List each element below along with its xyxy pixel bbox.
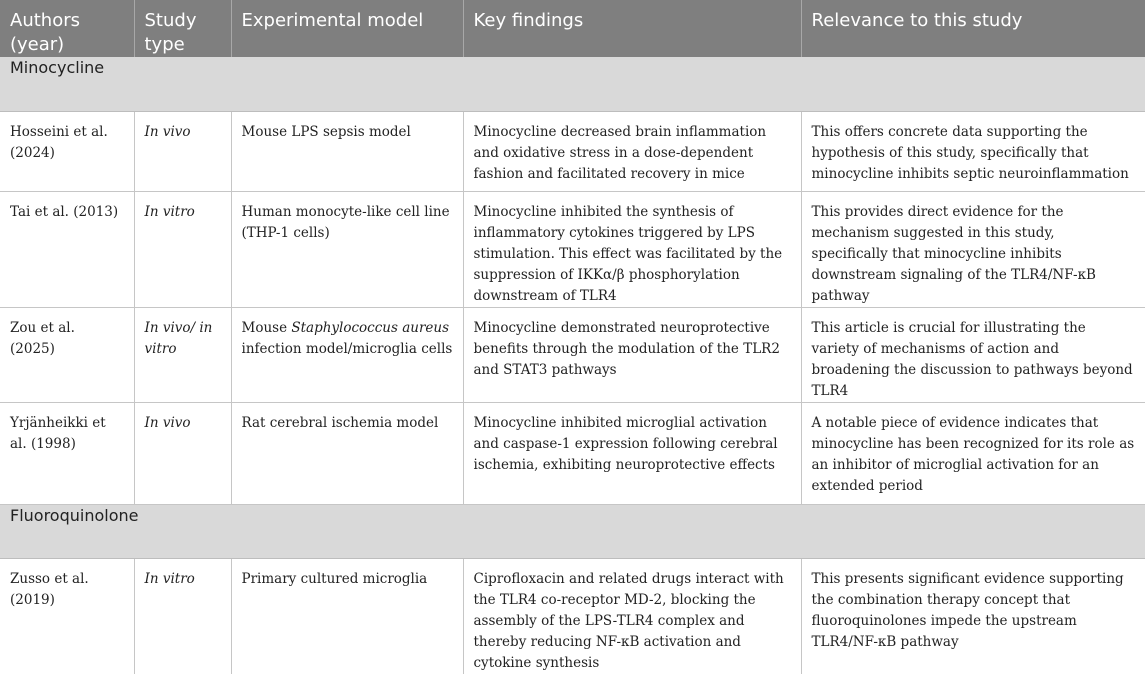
section-row-fluoroquinolone	[0, 504, 1145, 558]
cell-model: Human monocyte-like cell line (THP-1 cells)	[231, 191, 463, 307]
cell-relevance: A notable piece of evidence indicates that minocycline has been recognized for its role as an inhibitor of microglial activation for an extended period	[801, 402, 1145, 504]
cell-findings: Ciprofloxacin and related drugs interact with the TLR4 co-receptor MD-2, blocking the assembly of the LPS-TLR4 complex and thereby reducing NF-κB activation and cytokine synthesis	[463, 558, 801, 674]
cell-findings: Minocycline inhibited microglial activation and caspase-1 expression following cerebral ischemia, exhibiting neuroprotective effects	[463, 402, 801, 504]
cell-relevance: This presents significant evidence supporting the combination therapy concept that fluoroquinolones impede the upstream TLR4/NF-κB pathway	[801, 558, 1145, 674]
section-row-minocycline	[0, 57, 1145, 111]
cell-model: Primary cultured microglia	[231, 558, 463, 674]
header-study-type: Study type	[134, 0, 231, 57]
cell-findings: Minocycline inhibited the synthesis of inflammatory cytokines triggered by LPS stimulation. This effect was facilitated by the suppression of IKKα/β phosphorylation downstream of TLR4	[463, 191, 801, 307]
table-row	[0, 307, 1145, 402]
cell-model: Mouse LPS sepsis model	[231, 111, 463, 191]
cell-relevance: This provides direct evidence for the mechanism suggested in this study, specifically that minocycline inhibits downstream signaling of the TLR4/NF-κB pathway	[801, 191, 1145, 307]
cell-study-type: In vivo/ in vitro	[134, 307, 231, 402]
cell-study-type: In vitro	[134, 558, 231, 674]
table-row	[0, 111, 1145, 191]
header-key-findings: Key findings	[463, 0, 801, 57]
table-row	[0, 402, 1145, 504]
header-authors: Authors (year)	[0, 0, 134, 57]
model-suffix: infection model/microglia cells	[241, 340, 453, 357]
cell-authors: Zou et al. (2025)	[0, 307, 134, 402]
table-row	[0, 558, 1145, 674]
cell-relevance: This article is crucial for illustrating the variety of mechanisms of action and broadening the discussion to pathways beyond TLR4	[801, 307, 1145, 402]
cell-findings: Minocycline decreased brain inflammation and oxidative stress in a dose-dependent fashion and facilitated recovery in mice	[463, 111, 801, 191]
cell-authors: Zusso et al. (2019)	[10, 570, 89, 608]
cell-study-type: In vivo	[134, 111, 231, 191]
header-experimental-model: Experimental model	[231, 0, 463, 57]
model-species: Staphylococcus aureus	[291, 319, 450, 336]
cell-relevance: This offers concrete data supporting the hypothesis of this study, specifically that minocycline inhibits septic neuroinflammation	[801, 111, 1145, 191]
section-title: Minocycline	[0, 57, 1145, 111]
header-relevance: Relevance to this study	[801, 0, 1145, 57]
cell-study-type: In vitro	[134, 191, 231, 307]
cell-authors: Hosseini et al. (2024)	[0, 111, 134, 191]
section-title: Fluoroquinolone	[0, 504, 1145, 558]
cell-study-type: In vivo	[134, 402, 231, 504]
cell-model: Rat cerebral ischemia model	[231, 402, 463, 504]
model-prefix: Mouse	[241, 319, 292, 336]
table-row	[0, 191, 1145, 307]
cell-authors: Tai et al. (2013)	[0, 191, 134, 307]
header-row	[0, 0, 1145, 57]
cell-findings: Minocycline demonstrated neuroprotective benefits through the modulation of the TLR2 and STAT3 pathways	[463, 307, 801, 402]
cell-model	[231, 307, 463, 402]
cell-authors: Yrjänheikki et al. (1998)	[0, 402, 134, 504]
